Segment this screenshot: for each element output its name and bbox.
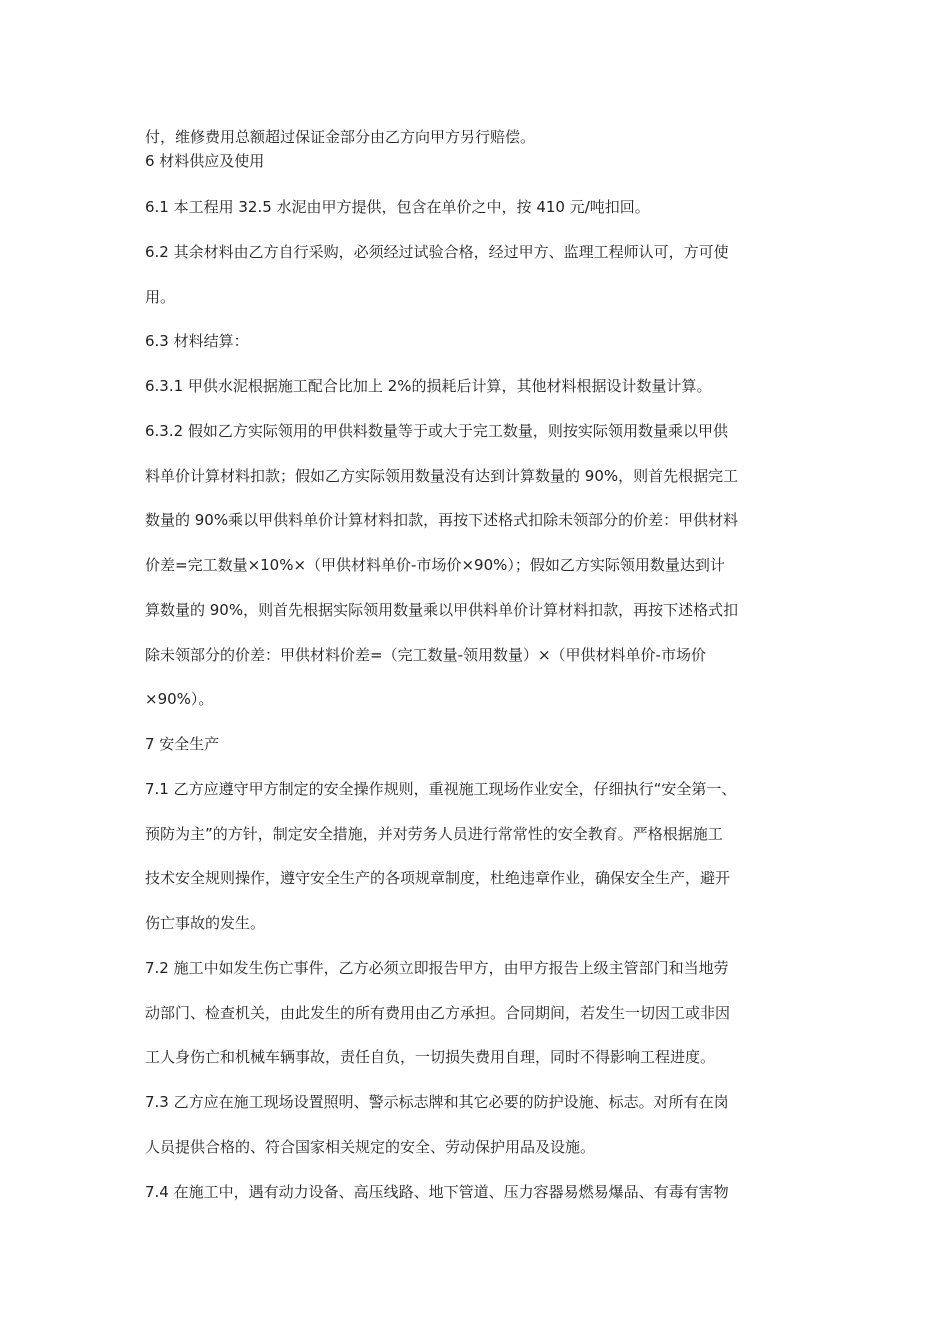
text-line: 技术安全规则操作，遵守安全生产的各项规章制度，杜绝违章作业，确保安全生产，避开	[145, 869, 731, 887]
text-line: 价差=完工数量×10%×（甲供材料单价-市场价×90%）；假如乙方实际领用数量达到计	[145, 556, 725, 574]
text-line: 7.4 在施工中，遇有动力设备、高压线路、地下管道、压力容器易燃易爆品、有毒有害物	[145, 1183, 729, 1201]
text-line: 7.2 施工中如发生伤亡事件，乙方必须立即报告甲方，由甲方报告上级主管部门和当地劳	[145, 959, 729, 977]
section-heading: 7 安全生产	[145, 735, 220, 753]
text-line: 算数量的 90%，则首先根据实际领用数量乘以甲供料单价计算材料扣款，再按下述格式扣	[145, 601, 739, 619]
text-line: 数量的 90%乘以甲供料单价计算材料扣款，再按下述格式扣除未领部分的价差：甲供材料	[145, 511, 739, 529]
text-line: 伤亡事故的发生。	[145, 914, 266, 932]
text-line: 6.3.2 假如乙方实际领用的甲供料数量等于或大于完工数量，则按实际领用数量乘以甲供	[145, 422, 728, 440]
text-line: 6.2 其余材料由乙方自行采购，必须经过试验合格，经过甲方、监理工程师认可，方可使	[145, 243, 729, 261]
text-line: 料单价计算材料扣款；假如乙方实际领用数量没有达到计算数量的 90%，则首先根据完工	[145, 467, 739, 485]
text-line: 7.3 乙方应在施工现场设置照明、警示标志牌和其它必要的防护设施、标志。对所有在岗	[145, 1093, 729, 1111]
text-line: 动部门、检查机关，由此发生的所有费用由乙方承担。合同期间，若发生一切因工或非因	[145, 1004, 731, 1022]
text-line: 人员提供合格的、符合国家相关规定的安全、劳动保护用品及设施。	[145, 1138, 596, 1156]
text-line: ×90%）。	[145, 690, 214, 708]
text-line: 用。	[145, 288, 176, 306]
text-line: 工人身伤亡和机械车辆事故，责任自负，一切损失费用自理，同时不得影响工程进度。	[145, 1048, 716, 1066]
text-line: 7.1 乙方应遵守甲方制定的安全操作规则，重视施工现场作业安全，仔细执行“安全第一、	[145, 780, 737, 798]
section-heading: 6 材料供应及使用	[145, 152, 265, 170]
text-line: 6.1 本工程用 32.5 水泥由甲方提供，包含在单价之中，按 410 元/吨扣回。	[145, 198, 650, 216]
text-line: 付，维修费用总额超过保证金部分由乙方向甲方另行赔偿。	[145, 128, 536, 146]
text-line: 除未领部分的价差：甲供材料价差=（完工数量-领用数量）×（甲供材料单价-市场价	[145, 646, 706, 664]
text-line: 6.3 材料结算：	[145, 332, 249, 350]
text-line: 6.3.1 甲供水泥根据施工配合比加上 2%的损耗后计算，其他材料根据设计数量计算。	[145, 377, 712, 395]
text-line: 预防为主”的方针，制定安全措施，并对劳务人员进行常常性的安全教育。严格根据施工	[145, 825, 723, 843]
